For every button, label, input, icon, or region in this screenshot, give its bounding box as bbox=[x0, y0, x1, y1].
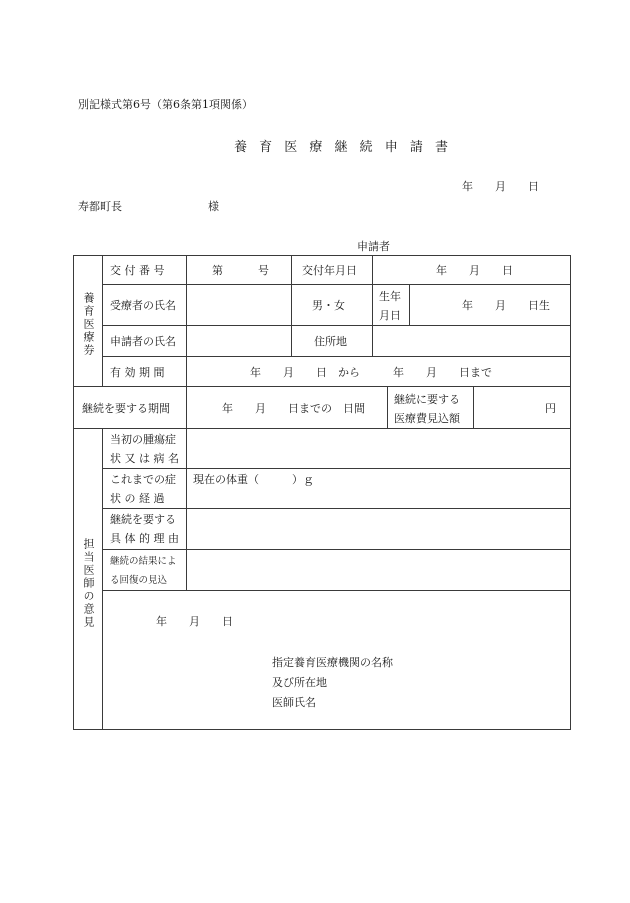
patient-name-label: 受療者の氏名 bbox=[110, 299, 176, 312]
recovery-outlook-label-1: 継続の結果によ bbox=[110, 556, 177, 567]
issue-number-label: 交 付 番 号 bbox=[110, 264, 165, 277]
address-label: 住所地 bbox=[314, 335, 347, 348]
doctor-side-label: 担当医師の意見 bbox=[82, 538, 95, 629]
institution-name-label: 指定養育医療機関の名称 bbox=[272, 656, 393, 669]
issue-date-value: 年 月 日 bbox=[436, 264, 513, 277]
symptom-history-label-2: 状 の 経 過 bbox=[110, 492, 165, 505]
continuation-reason-label-2: 具 体 的 理 由 bbox=[110, 532, 179, 545]
doctor-opinion-date: 年 月 日 bbox=[156, 615, 233, 628]
birth-label-1: 生年 bbox=[379, 290, 401, 303]
birth-date-value: 年 月 日生 bbox=[462, 299, 550, 312]
cost-unit: 円 bbox=[545, 401, 556, 415]
applicant-name-label: 申請者の氏名 bbox=[110, 335, 176, 348]
issue-number-suffix: 号 bbox=[258, 264, 269, 277]
institution-address-label: 及び所在地 bbox=[272, 676, 327, 689]
honorific: 様 bbox=[208, 200, 219, 213]
symptom-history-label-1: これまでの症 bbox=[110, 473, 176, 486]
continuation-period-value: 年 月 日までの 日間 bbox=[222, 401, 365, 415]
birth-label-2: 月日 bbox=[379, 309, 401, 322]
issue-date-label: 交付年月日 bbox=[302, 264, 357, 277]
continuation-reason-label-1: 継続を要する bbox=[110, 513, 176, 526]
document-title: 養 育 医 療 継 続 申 請 書 bbox=[234, 140, 453, 155]
form-reference: 別記様式第6号（第6条第1項関係） bbox=[78, 98, 253, 111]
issue-number-prefix: 第 bbox=[212, 264, 223, 277]
cost-label-1: 継続に要する bbox=[394, 393, 460, 406]
sex-choice: 男・女 bbox=[312, 299, 345, 312]
initial-diagnosis-label-2: 状 又 は 病 名 bbox=[110, 452, 179, 465]
initial-diagnosis-label-1: 当初の腫瘍症 bbox=[110, 433, 176, 446]
physician-name-label: 医師氏名 bbox=[272, 696, 316, 709]
validity-period-label: 有 効 期 間 bbox=[110, 365, 165, 379]
application-date: 年 月 日 bbox=[462, 180, 539, 193]
cost-label-2: 医療費見込額 bbox=[394, 412, 460, 425]
applicant-label: 申請者 bbox=[357, 240, 390, 253]
recovery-outlook-label-2: る回復の見込 bbox=[110, 575, 168, 586]
ticket-side-label: 養育医療券 bbox=[82, 292, 95, 357]
current-weight: 現在の体重（ ）ｇ bbox=[193, 473, 314, 486]
addressee: 寿都町長 bbox=[78, 200, 122, 213]
continuation-period-label: 継続を要する期間 bbox=[82, 401, 170, 415]
validity-period-value: 年 月 日 から 年 月 日まで bbox=[250, 365, 492, 379]
